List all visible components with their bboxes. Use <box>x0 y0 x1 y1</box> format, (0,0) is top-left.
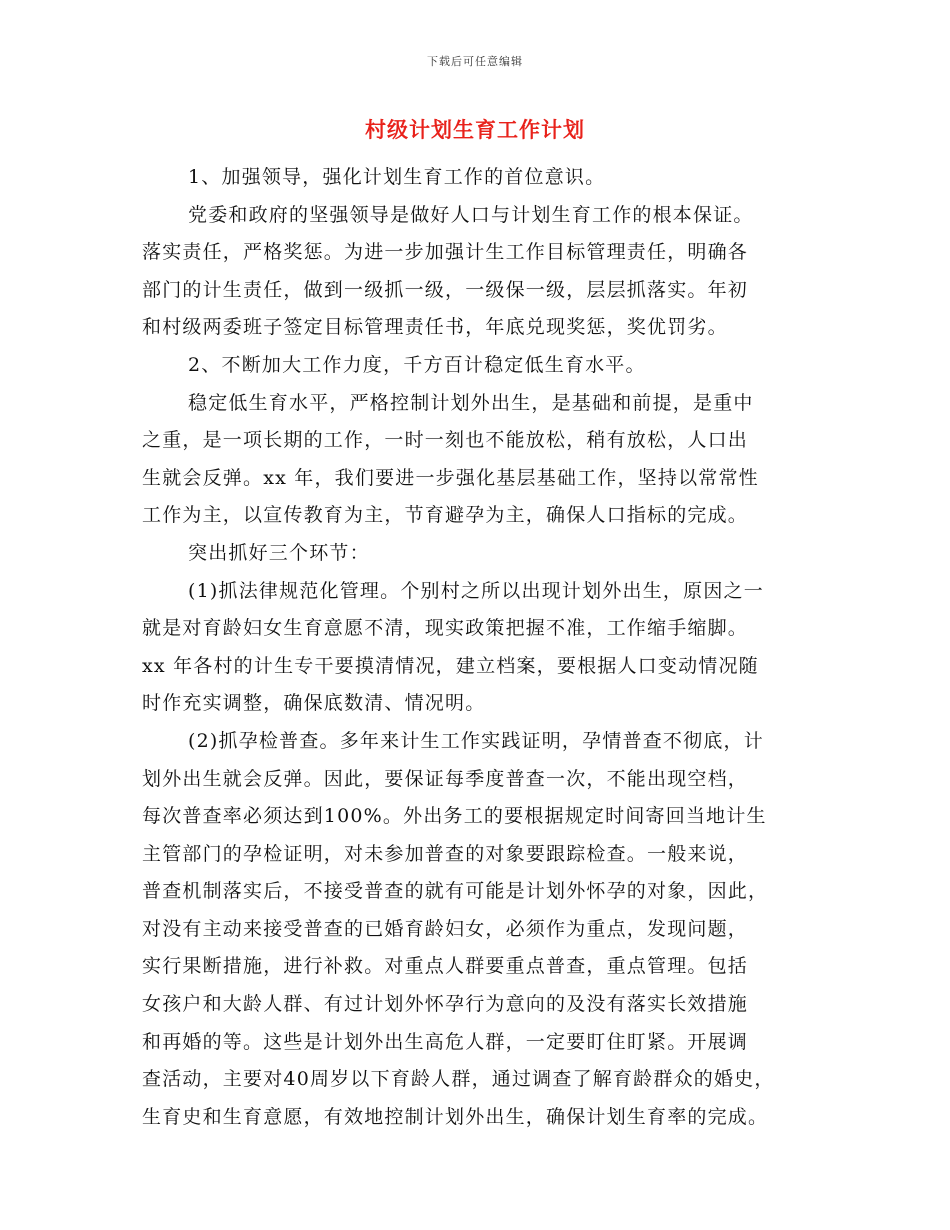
paragraph-line: 和再婚的等。这些是计划外出生高危人群，一定要盯住盯紧。开展调 <box>142 1030 749 1053</box>
paragraph-line: 时作充实调整，确保底数清、情况明。 <box>142 692 486 715</box>
document-title: 村级计划生育工作计划 <box>365 117 585 142</box>
paragraph-line: 工作为主，以宣传教育为主，节育避孕为主，确保人口指标的完成。 <box>142 504 749 527</box>
paragraph-line: 生就会反弹。xx 年，我们要进一步强化基层基础工作，坚持以常常性 <box>142 466 759 489</box>
paragraph-line: 普查机制落实后，不接受普查的就有可能是计划外怀孕的对象，因此， <box>142 880 769 903</box>
paragraph-line: 之重，是一项长期的工作，一时一刻也不能放松，稍有放松，人口出 <box>142 429 749 452</box>
paragraph-line: 每次普查率必须达到100%。外出务工的要根据规定时间寄回当地计生 <box>142 805 767 828</box>
paragraph-line: 部门的计生责任，做到一级抓一级，一级保一级，层层抓落实。年初 <box>142 278 749 301</box>
paragraph-line: 查活动，主要对40周岁以下育龄人群，通过调查了解育龄群众的婚史， <box>142 1068 775 1091</box>
paragraph-line: 突出抓好三个环节： <box>188 541 370 564</box>
document-body <box>142 159 810 1136</box>
page-header: 下载后可任意编辑 <box>427 55 523 68</box>
paragraph-line: (1)抓法律规范化管理。个别村之所以出现计划外出生，原因之一 <box>188 579 764 602</box>
paragraph-line: 党委和政府的坚强领导是做好人口与计划生育工作的根本保证。 <box>188 203 754 226</box>
paragraph-line: (2)抓孕检普查。多年来计生工作实践证明，孕情普查不彻底，计 <box>188 729 764 752</box>
paragraph-line: 划外出生就会反弹。因此，要保证每季度普查一次，不能出现空档， <box>142 767 749 790</box>
paragraph-line: xx 年各村的计生专干要摸清情况，建立档案，要根据人口变动情况随 <box>142 654 759 677</box>
paragraph-line: 稳定低生育水平，严格控制计划外出生，是基础和前提，是重中 <box>188 391 754 414</box>
paragraph-line: 落实责任，严格奖惩。为进一步加强计生工作目标管理责任，明确各 <box>142 241 749 264</box>
paragraph-line: 生育史和生育意愿，有效地控制计划外出生，确保计划生育率的完成。 <box>142 1105 769 1128</box>
paragraph-line: 就是对育龄妇女生育意愿不清，现实政策把握不准，工作缩手缩脚。 <box>142 617 749 640</box>
section-heading: 1、加强领导，强化计划生育工作的首位意识。 <box>188 166 606 188</box>
paragraph-line: 女孩户和大龄人群、有过计划外怀孕行为意向的及没有落实长效措施 <box>142 993 749 1016</box>
paragraph-line: 实行果断措施，进行补救。对重点人群要重点普查，重点管理。包括 <box>142 955 749 978</box>
paragraph-line: 对没有主动来接受普查的已婚育龄妇女，必须作为重点，发现问题， <box>142 917 749 940</box>
paragraph-line: 和村级两委班子签定目标管理责任书，年底兑现奖惩，奖优罚劣。 <box>142 316 728 339</box>
paragraph-line: 主管部门的孕检证明，对未参加普查的对象要跟踪检查。一般来说， <box>142 842 749 865</box>
section-heading: 2、不断加大工作力度，千方百计稳定低生育水平。 <box>188 353 646 376</box>
